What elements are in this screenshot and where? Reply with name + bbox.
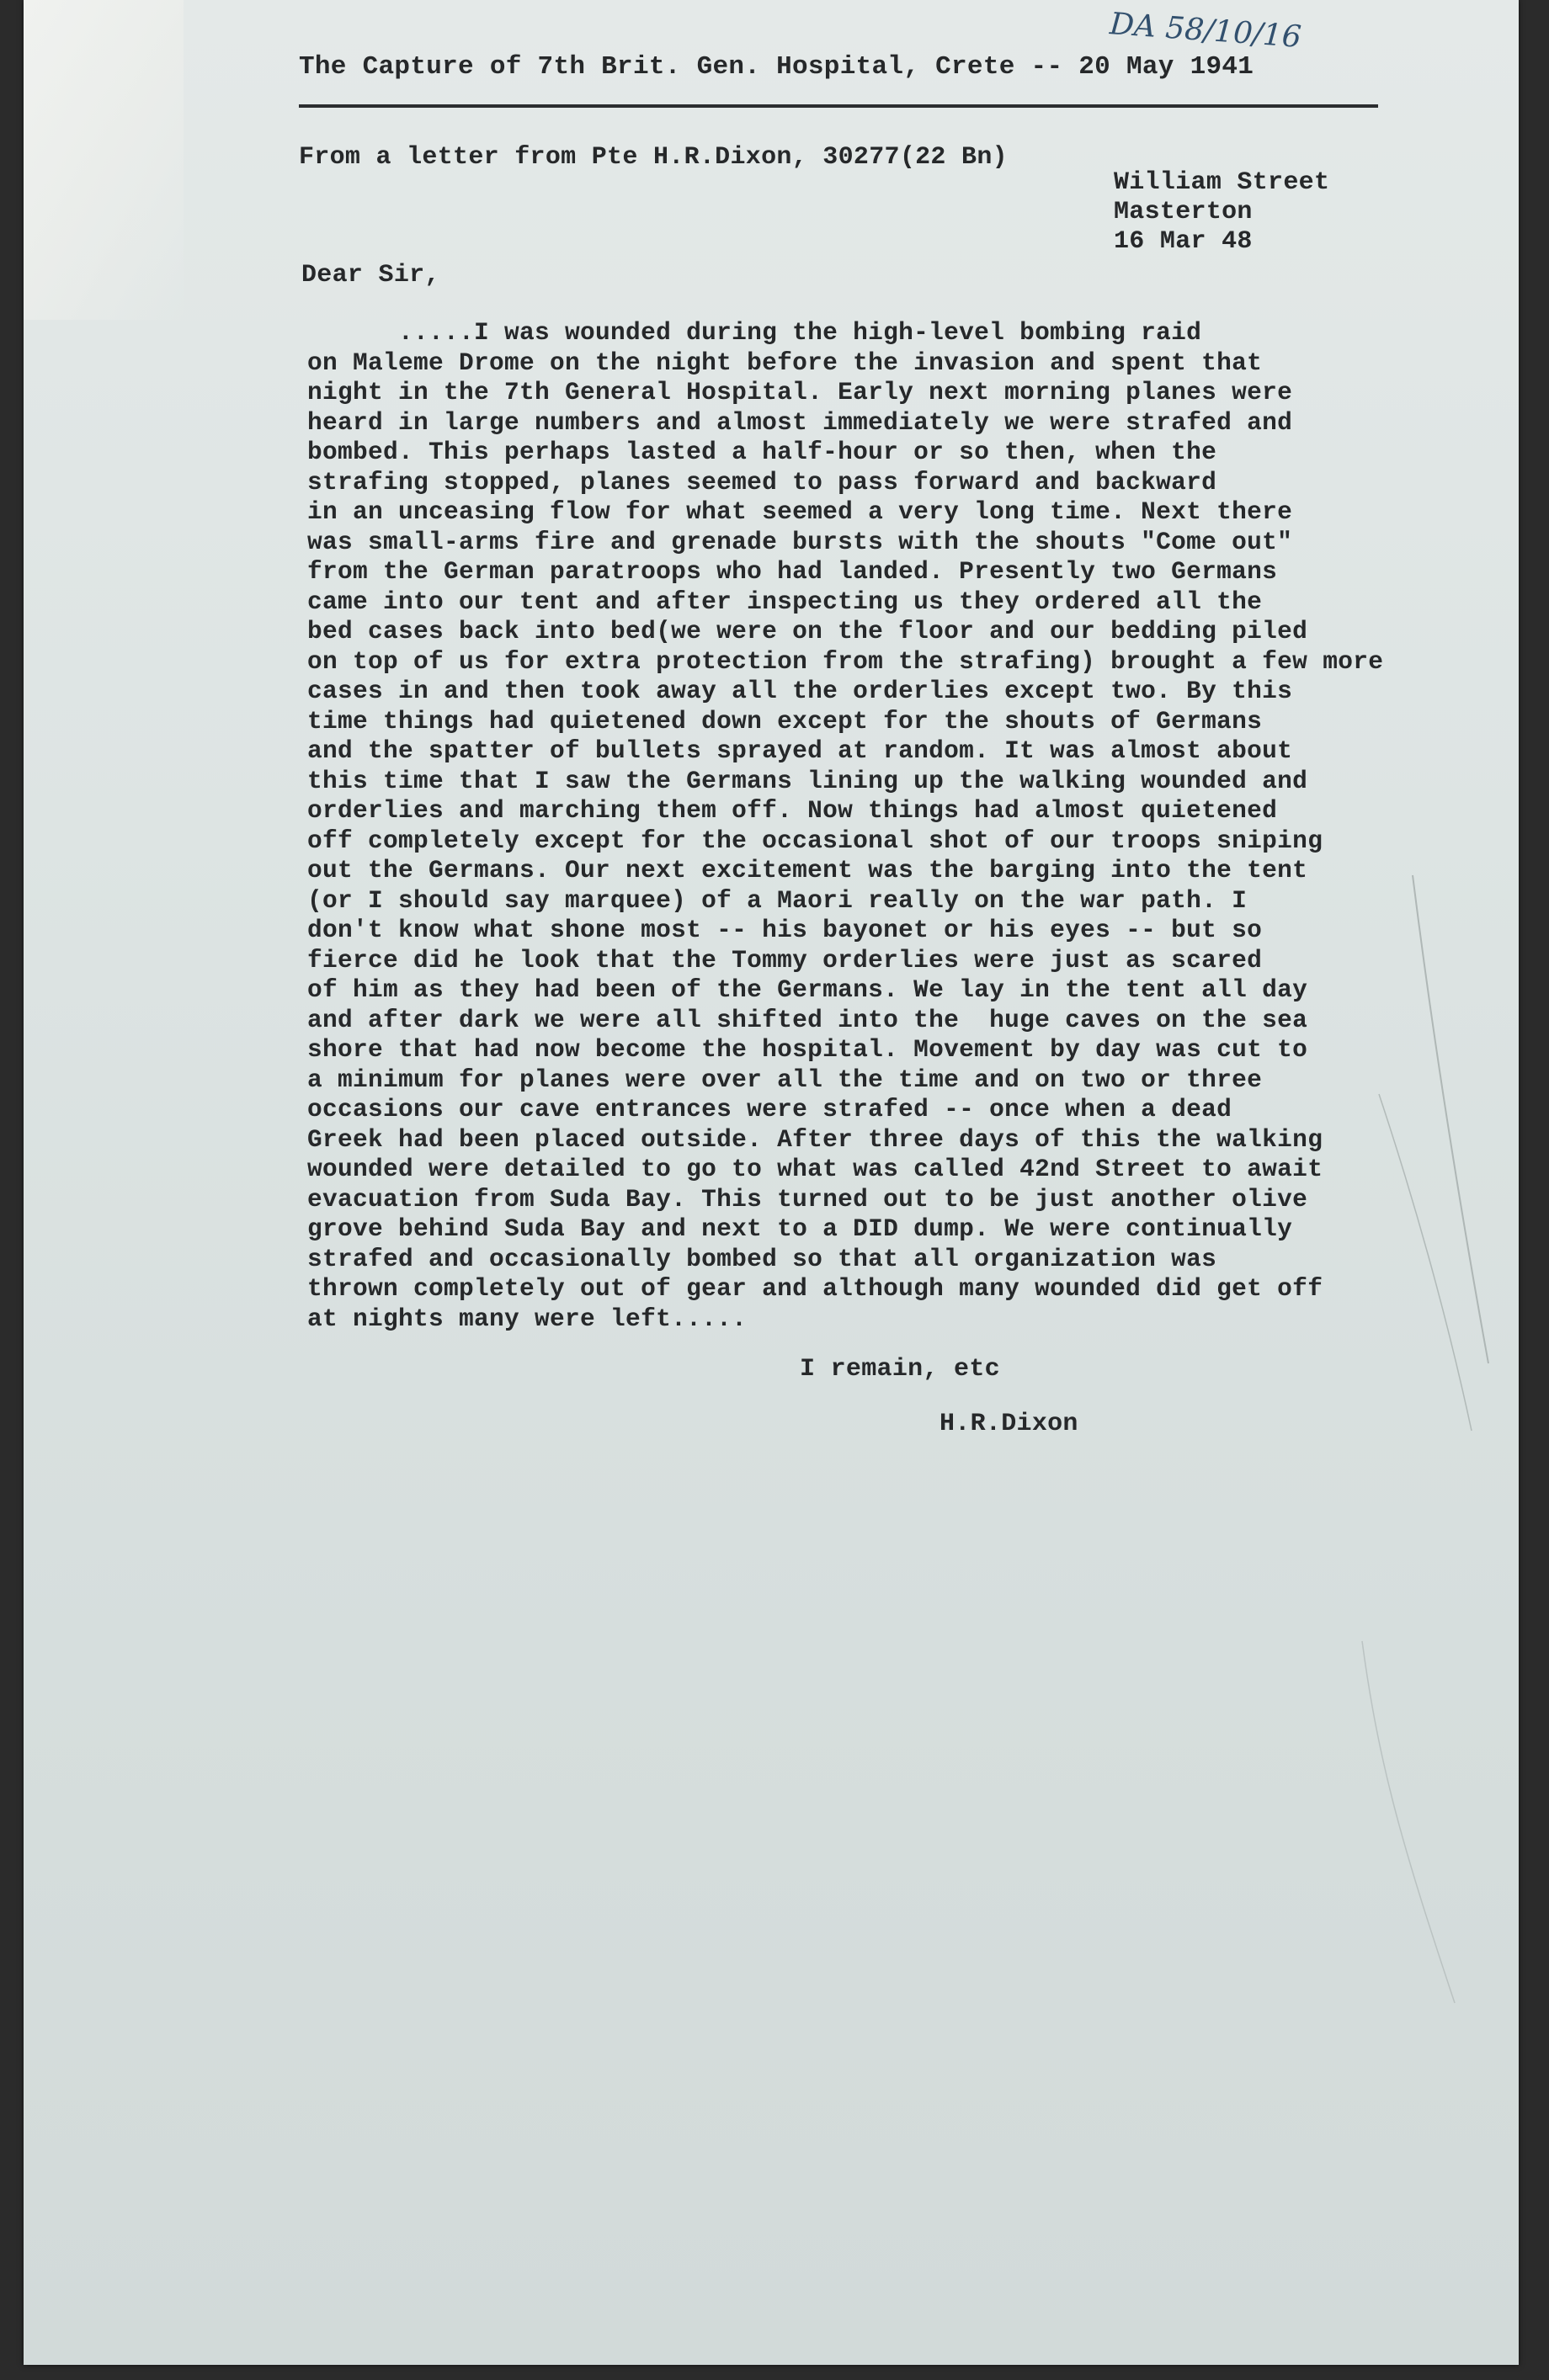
- sender-address: [1114, 168, 1329, 257]
- letter-body-line: on Maleme Drome on the night before the invasion and spent that: [307, 348, 1263, 377]
- archive-reference: DA 58/10/16: [1108, 7, 1303, 55]
- letter-body-line: (or I should say marquee) of a Maori really on the war path. I: [307, 885, 1248, 915]
- letter-body-line: heard in large numbers and almost immediately we were strafed and: [307, 407, 1293, 437]
- letter-body-line: bed cases back into bed(we were on the floor and our bedding piled: [307, 617, 1308, 645]
- letter-body-line: at nights many were left.....: [307, 1304, 748, 1333]
- letter-body-line: off completely except for the occasional shot of our troops sniping: [307, 826, 1323, 855]
- document-title: The Capture of 7th Brit. Gen. Hospital, Crete -- 20 May 1941: [299, 52, 1254, 82]
- letter-body-line: night in the 7th General Hospital. Early next morning planes were: [307, 378, 1293, 406]
- address-town: Masterton: [1114, 198, 1253, 226]
- salutation: Dear Sir,: [301, 261, 440, 290]
- letter-body-line: a minimum for planes were over all the time and on two or three: [307, 1065, 1263, 1094]
- closing: I remain, etc: [800, 1355, 1000, 1384]
- letter-body-line: orderlies and marching them off. Now things had almost quietened: [307, 796, 1278, 825]
- letter-body-line: was small-arms fire and grenade bursts with the shouts "Come out": [307, 527, 1293, 556]
- letter-body-line: evacuation from Suda Bay. This turned out to be just another olive: [307, 1184, 1308, 1214]
- letter-body-line: on top of us for extra protection from the strafing) brought a few more: [307, 646, 1384, 676]
- letter-body-line: and the spatter of bullets sprayed at random. It was almost about: [307, 736, 1293, 765]
- letter-body-line: bombed. This perhaps lasted a half-hour or so then, when the: [307, 438, 1217, 466]
- letter-body-line: don't know what shone most -- his bayonet or his eyes -- but so: [307, 916, 1263, 944]
- letter-body-line: .....I was wounded during the high-level bombing raid: [307, 318, 1202, 347]
- signature: H.R.Dixon: [940, 1410, 1078, 1438]
- letter-body-line: time things had quietened down except for the shouts of Germans: [307, 706, 1263, 736]
- letter-body-line: came into our tent and after inspecting us they ordered all the: [307, 587, 1263, 616]
- letter-body-line: out the Germans. Our next excitement was the barging into the tent: [307, 856, 1308, 885]
- letter-body-line: from the German paratroops who had landed. Presently two Germans: [307, 557, 1278, 586]
- paper-sheet: [24, 0, 1519, 2365]
- letter-body-line: in an unceasing flow for what seemed a very long time. Next there: [307, 497, 1293, 526]
- letter-body-line: wounded were detailed to go to what was called 42nd Street to await: [307, 1155, 1323, 1183]
- letter-body-line: grove behind Suda Bay and next to a DID dump. We were continually: [307, 1214, 1293, 1243]
- letter-body-line: occasions our cave entrances were strafed -- once when a dead: [307, 1095, 1232, 1124]
- letter-body-line: this time that I saw the Germans lining up the walking wounded and: [307, 766, 1308, 795]
- letter-body-line: thrown completely out of gear and although many wounded did get off: [307, 1274, 1323, 1303]
- letter-body-line: strafed and occasionally bombed so that all organization was: [307, 1244, 1217, 1273]
- letter-body-line: strafing stopped, planes seemed to pass forward and backward: [307, 467, 1217, 497]
- letter-body: [307, 318, 1383, 1334]
- letter-body-line: Greek had been placed outside. After three days of this the walking: [307, 1124, 1323, 1154]
- source-line: From a letter from Pte H.R.Dixon, 30277(22 Bn): [299, 143, 1008, 172]
- letter-body-line: of him as they had been of the Germans. We lay in the tent all day: [307, 975, 1308, 1004]
- letter-body-line: and after dark we were all shifted into the huge caves on the sea: [307, 1005, 1308, 1034]
- letter-body-line: shore that had now become the hospital. Movement by day was cut to: [307, 1035, 1308, 1064]
- letter-body-line: fierce did he look that the Tommy orderlies were just as scared: [307, 945, 1263, 975]
- letter-date: 16 Mar 48: [1114, 227, 1253, 256]
- address-street: William Street: [1114, 168, 1330, 197]
- letter-body-line: cases in and then took away all the orderlies except two. By this: [307, 677, 1293, 705]
- title-underline: [299, 104, 1378, 108]
